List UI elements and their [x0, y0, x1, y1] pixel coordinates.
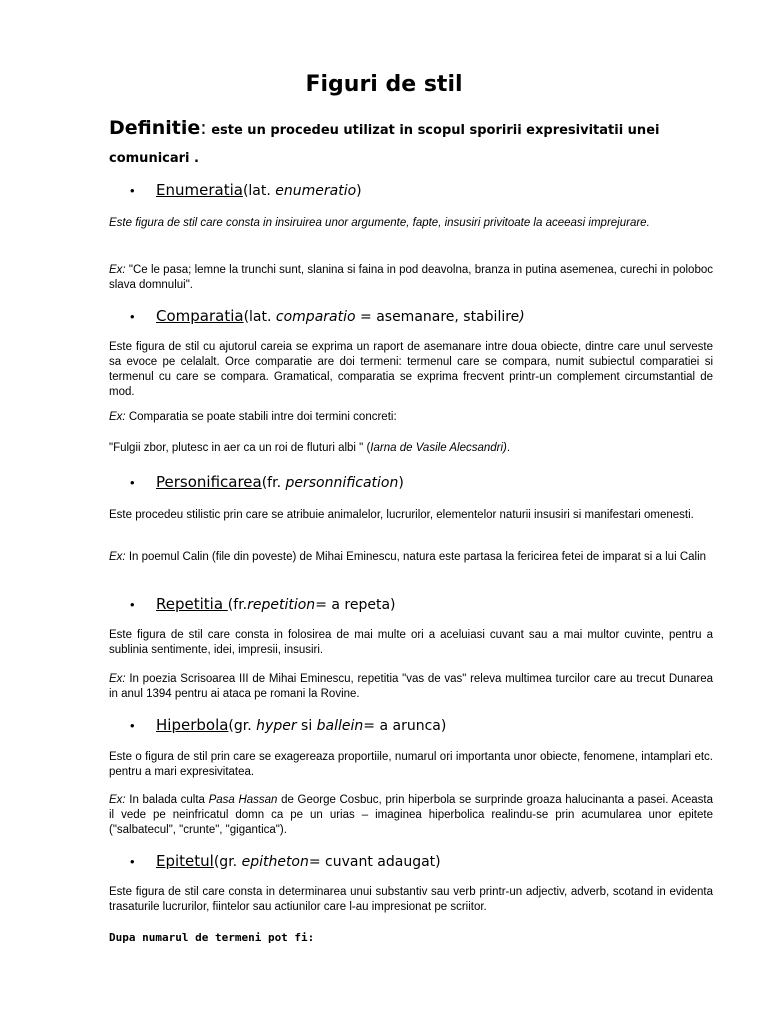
heading-epitetul — [130, 852, 441, 870]
quote-end: . — [506, 442, 511, 454]
etymology-word: repetition — [247, 597, 316, 613]
etymology-suffix: = a arunca) — [363, 718, 447, 734]
example-label: Ex: — [109, 794, 126, 806]
term-name: Repetitia — [156, 595, 228, 613]
example-label: Ex: — [109, 264, 126, 276]
example-prefix: In balada culta — [125, 794, 209, 806]
bullet: • — [130, 854, 135, 869]
etymology-suffix: = asemanare, stabilire — [355, 309, 520, 325]
etymology-prefix: (lat. — [243, 309, 276, 325]
example-hiperbola — [109, 793, 713, 838]
definition-colon: : — [200, 117, 207, 139]
definition-term: Definitie — [109, 117, 201, 139]
description-repetitia: Este figura de stil care consta in folosirea de mai multe ori a aceluiasi cuvant sau a mai multor cuvinte, pentru a sublinia sentimente, idei, impresii, insusiri. — [109, 629, 713, 656]
page-title: Figuri de stil — [305, 72, 463, 97]
example-label: Ex: — [109, 411, 126, 423]
bullet: • — [130, 309, 135, 324]
example-text: Comparatia se poate stabili intre doi termini concreti: — [125, 411, 397, 423]
etymology-prefix: (gr. — [213, 854, 242, 870]
etymology-word: hyper — [256, 718, 297, 734]
example-title: Pasa Hassan — [208, 794, 278, 806]
etymology-prefix: (fr. — [261, 475, 286, 491]
term-name: Enumeratia — [156, 181, 243, 199]
definition-paragraph — [109, 114, 729, 173]
quote-source: Iarna de Vasile Alecsandri) — [370, 442, 507, 454]
description-personificarea: Este procedeu stilistic prin care se atribuie animalelor, lucrurilor, elementelor naturii insusiri si manifestari omenesti. — [109, 509, 694, 521]
etymology-word: epitheton — [241, 854, 309, 870]
example-comparatia — [109, 410, 713, 425]
example-enumeratia — [109, 263, 713, 293]
bullet: • — [130, 718, 135, 733]
description-hiperbola: Este o figura de stil prin care se exagereaza proportiile, numarul ori importanta unor obiecte, fenomene, intamplari etc. pentru a mari expresivitatea. — [109, 751, 713, 778]
subheading-epitetul: Dupa numarul de termeni pot fi: — [109, 931, 315, 944]
etymology-word: comparatio — [275, 309, 356, 325]
heading-hiperbola — [130, 716, 446, 734]
etymology-word-2: ballein — [316, 718, 364, 734]
etymology-suffix: ) — [356, 183, 362, 199]
quote-comparatia — [109, 441, 713, 456]
description-enumeratia: Este figura de stil care consta in insiruirea unor argumente, fapte, insusiri privitoate la aceeasi imprejurare. — [109, 217, 650, 229]
etymology-end: ) — [519, 309, 525, 325]
etymology-suffix: ) — [398, 475, 404, 491]
etymology-word: enumeratio — [275, 183, 357, 199]
example-repetitia — [109, 672, 713, 702]
example-label: Ex: — [109, 673, 126, 685]
etymology-prefix: (fr. — [227, 597, 248, 613]
term-name: Comparatia — [156, 307, 244, 325]
example-label: Ex: — [109, 551, 126, 563]
example-personificarea — [109, 550, 713, 565]
heading-enumeratia — [130, 181, 362, 199]
description-comparatia: Este figura de stil cu ajutorul careia se exprima un raport de asemanare intre doua obiecte, dintre care unul serveste sa evoce pe celalalt. Orce comparatie are doi termeni: termenul care se compara, numit subiectul comparatiei si termenul cu care se compara. Gramatical, comparatia se exprima frecvent printr-un complement circumstantial de mod. — [109, 341, 713, 398]
term-name: Epitetul — [156, 852, 214, 870]
term-name: Hiperbola — [156, 716, 229, 734]
heading-repetitia — [130, 595, 396, 613]
bullet: • — [130, 597, 135, 612]
heading-personificarea — [130, 473, 404, 491]
heading-comparatia — [130, 307, 525, 325]
description-epitetul: Este figura de stil care consta in determinarea unui substantiv sau verb printr-un adjectiv, adverb, scotand in evidenta trasaturile lucrurilor, fiintelor sau actiunilor care l-au impresionat pe scriitor. — [109, 886, 713, 913]
example-text: "Ce le pasa; lemne la trunchi sunt, slanina si faina in pod deavolna, branza in putina asemenea, curechi in poloboc slava domnului". — [109, 264, 713, 291]
etymology-word: personnification — [285, 475, 399, 491]
example-text: de George Cosbuc, prin hiperbola se surprinde groaza halucinanta a pasei. Aceasta il vede pe neinfricatul domn ca pe un urias – imaginea hiperbolica realindu-se prin acumularea unor epitete ("salbatecul", "crunte", "gigantica"). — [109, 794, 713, 836]
bullet: • — [130, 475, 135, 490]
etymology-suffix: = cuvant adaugat) — [308, 854, 441, 870]
example-text: In poezia Scrisoarea III de Mihai Eminescu, repetitia "vas de vas" releva multimea turcilor care au trecut Dunarea in anul 1394 pentru ai ataca pe romani la Rovine. — [109, 673, 713, 700]
term-name: Personificarea — [156, 473, 262, 491]
definition-text: este un procedeu utilizat in scopul sporirii expresivitatii unei comunicari . — [109, 123, 660, 166]
bullet: • — [130, 183, 135, 198]
example-text: In poemul Calin (file din poveste) de Mihai Eminescu, natura este partasa la fericirea fetei de imparat si a lui Calin — [125, 551, 707, 563]
etymology-suffix: = a repeta) — [315, 597, 396, 613]
etymology-middle: si — [296, 718, 317, 734]
quote-text: "Fulgii zbor, plutesc in aer ca un roi de fluturi albi " ( — [109, 442, 371, 454]
etymology-prefix: (gr. — [228, 718, 257, 734]
etymology-prefix: (lat. — [242, 183, 276, 199]
